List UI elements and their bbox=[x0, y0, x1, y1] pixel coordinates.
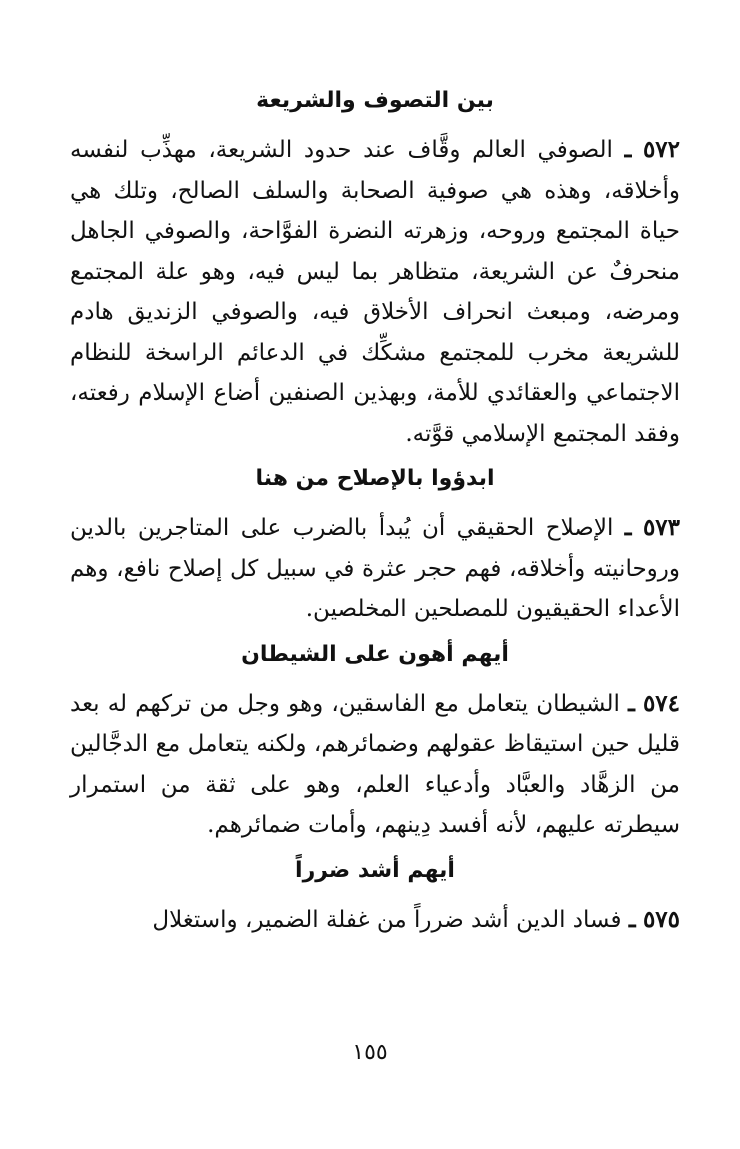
section-heading: ابدؤوا بالإصلاح من هنا bbox=[255, 466, 495, 491]
numbered-paragraph bbox=[70, 130, 680, 454]
paragraph-number: ٥٧٣ bbox=[642, 514, 680, 541]
paragraph-number: ٥٧٢ bbox=[642, 136, 681, 163]
section-heading: بين التصوف والشريعة bbox=[256, 88, 494, 113]
paragraph-text: الشيطان يتعامل مع الفاسقين، وهو وجل من تركهم له بعد قليل حين استيقاظ عقولهم وضمائرهم، ولكنه يتعامل مع الدجَّالين من الزهَّاد والعبَّاد وأدعياء العلم، وهو على ثقة من استمرار سيطرته عليهم، لأنه أفسد دِينهم، وأمات ضمائرهم. bbox=[70, 690, 680, 838]
page-number: ١٥٥ bbox=[352, 1040, 388, 1065]
section-heading: أيهم أشد ضرراً bbox=[295, 857, 455, 883]
paragraph-text: الإصلاح الحقيقي أن يُبدأ بالضرب على المتاجرين بالدين وروحانيته وأخلاقه، فهم حجر عثرة في سبيل كل إصلاح نافع، وهم الأعداء الحقيقيون للمصلحين المخلصين. bbox=[70, 515, 680, 622]
numbered-paragraph bbox=[70, 900, 680, 941]
paragraph-number: ٥٧٥ bbox=[642, 905, 680, 933]
paragraph-dash: ـ bbox=[628, 905, 636, 933]
paragraph-number: ٥٧٤ bbox=[642, 689, 681, 717]
numbered-paragraph bbox=[70, 684, 680, 846]
paragraph-text: الصوفي العالم وقَّاف عند حدود الشريعة، مهذِّب لنفسه وأخلاقه، وهذه هي صوفية الصحابة والسلف الصالح، وتلك هي حياة المجتمع وروحه، وزهرته النضرة الفوَّاحة، والصوفي الجاهل منحرفٌ عن الشريعة، متظاهر بما ليس فيه، وهو علة المجتمع ومرضه، ومبعث انحراف الأخلاق فيه، والصوفي الزنديق هادم للشريعة مخرب للمجتمع مشكِّك في الدعائم الراسخة للنظام الاجتماعي والعقائدي للأمة، وبهذين الصنفين أضاع الإسلام رفعته، وفقد المجتمع الإسلامي قوَّته. bbox=[70, 137, 680, 447]
paragraph-dash: ـ bbox=[624, 514, 632, 541]
page-body bbox=[70, 78, 680, 950]
paragraph-dash: ـ bbox=[624, 136, 632, 163]
paragraph-text: فساد الدين أشد ضرراً من غفلة الضمير، واستغلال bbox=[152, 906, 622, 933]
section-heading: أيهم أهون على الشيطان bbox=[241, 641, 509, 667]
paragraph-dash: ـ bbox=[628, 689, 635, 717]
numbered-paragraph bbox=[70, 508, 680, 630]
